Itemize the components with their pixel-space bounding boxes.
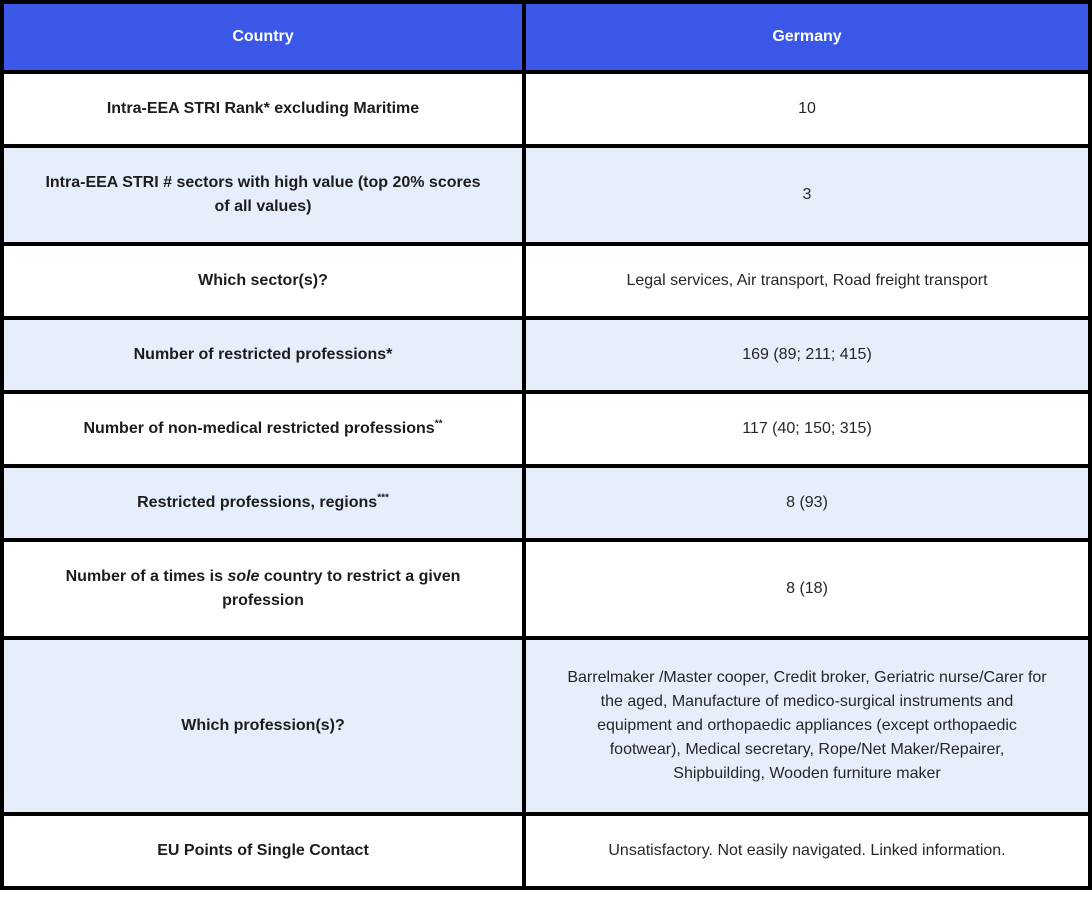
row-value: 8 (93) xyxy=(526,468,1088,538)
row-label: Number of a times is sole country to restrict a given profession xyxy=(4,542,522,636)
table-row-professions-regions xyxy=(4,464,1088,538)
row-value: Unsatisfactory. Not easily navigated. Linked information. xyxy=(526,816,1088,886)
table-row-sole-country xyxy=(4,538,1088,636)
row-label: Number of non-medical restricted professions** xyxy=(4,394,522,464)
header-cell-germany: Germany xyxy=(526,4,1088,70)
header-cell-country: Country xyxy=(4,4,522,70)
row-value: 3 xyxy=(526,148,1088,242)
row-label: Which sector(s)? xyxy=(4,246,522,316)
table-row-stri-rank xyxy=(4,70,1088,144)
row-value: 8 (18) xyxy=(526,542,1088,636)
row-label: Number of restricted professions* xyxy=(4,320,522,390)
row-value: 169 (89; 211; 415) xyxy=(526,320,1088,390)
row-value: Barrelmaker /Master cooper, Credit broker, Geriatric nurse/Carer for the aged, Manufacture of medico-surgical instruments and equipment and orthopaedic appliances (except orthopaedic footwear), Medical secretary, Rope/Net Maker/Repairer, Shipbuilding, Wooden furniture maker xyxy=(526,640,1088,812)
table-row-restricted-professions xyxy=(4,316,1088,390)
row-value: 117 (40; 150; 315) xyxy=(526,394,1088,464)
table-header-row xyxy=(4,4,1088,70)
row-value: Legal services, Air transport, Road freight transport xyxy=(526,246,1088,316)
row-label: Which profession(s)? xyxy=(4,640,522,812)
row-value: 10 xyxy=(526,74,1088,144)
table-row-which-professions xyxy=(4,636,1088,812)
row-label: Intra-EEA STRI # sectors with high value (top 20% scores of all values) xyxy=(4,148,522,242)
row-label: EU Points of Single Contact xyxy=(4,816,522,886)
row-label: Intra-EEA STRI Rank* excluding Maritime xyxy=(4,74,522,144)
table-row-nonmedical-professions xyxy=(4,390,1088,464)
table-row-which-sectors xyxy=(4,242,1088,316)
row-label: Restricted professions, regions*** xyxy=(4,468,522,538)
table-row-eu-single-contact xyxy=(4,812,1088,886)
table-row-stri-sectors xyxy=(4,144,1088,242)
